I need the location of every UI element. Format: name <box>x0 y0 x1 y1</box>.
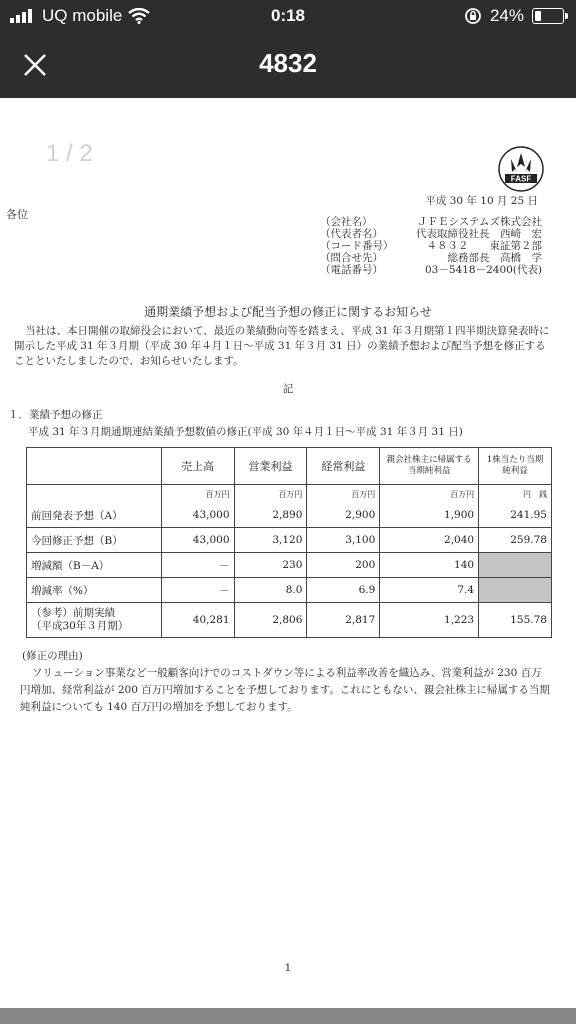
table-row: 増減額（B－A） － 230 200 140 <box>27 553 552 578</box>
table-header-cell: 営業利益 <box>234 448 307 485</box>
table-row-reference: （参考）前期実績 （平成30年３月期） 40,281 2,806 2,817 1,223 155.78 <box>27 603 552 638</box>
table-header-cell: 経常利益 <box>307 448 380 485</box>
row-label: 増減率（%） <box>27 578 162 603</box>
top-bar <box>0 0 576 98</box>
unit-cell: 百万円 <box>161 485 234 504</box>
company-info-row: （電話番号） 03－5418－2400(代表) <box>320 264 542 276</box>
row-label: （参考）前期実績 （平成30年３月期） <box>27 603 162 638</box>
document-date: 平成 30 年 10 月 25 日 <box>425 195 538 207</box>
unit-cell: 百万円 <box>307 485 380 504</box>
rotation-lock-icon <box>464 7 482 25</box>
row-label: 前回発表予想（A） <box>27 503 162 528</box>
page-indicator: 1 / 2 <box>46 140 93 167</box>
nav-title: 4832 <box>259 48 317 78</box>
battery-percent: 24% <box>489 6 524 25</box>
shaded-cell <box>479 553 552 578</box>
logo-text: FASF <box>510 174 532 184</box>
table-row: 前回発表予想（A） 43,000 2,890 2,900 1,900 241.95 <box>27 503 552 528</box>
status-right <box>464 6 564 26</box>
shaded-cell <box>479 578 552 603</box>
unit-cell: 百万円 <box>380 485 479 504</box>
company-info-row: （代表者名） 代表取締役社長 西崎 宏 <box>320 228 542 240</box>
table-row: 増減率（%） － 8.0 6.9 7.4 <box>27 578 552 603</box>
forecast-table <box>26 447 552 638</box>
table-header-cell: 親会社株主に帰属する当期純利益 <box>380 448 479 485</box>
company-info-row: （コード番号） ４８３２ 東証第２部 <box>320 240 542 252</box>
table-header-cell: 売上高 <box>161 448 234 485</box>
table-header-cell: 1株当たり当期純利益 <box>479 448 552 485</box>
status-time: 0:18 <box>270 6 306 25</box>
page-number: 1 <box>284 962 292 974</box>
table-caption: 平成 31 年３月期通期連結業績予想数値の修正(平成 30 年４月１日～平成 31 年３月 31 日) <box>28 426 463 438</box>
battery-icon <box>532 8 564 24</box>
reason-paragraph: ソリューション事業など一般顧客向けでのコストダウン等による利益率改善を織込み、営業利益が 230 百万円増加、経常利益が 200 百万円増加することを予想しております。これにともない、親会社株主に帰属する当期純利益についても 140 百万円の増加を予想しております。 <box>20 667 550 713</box>
unit-cell: 円 銭 <box>479 485 552 504</box>
ki-mark: 記 <box>282 383 294 395</box>
document-title: 通期業績予想および配当予想の修正に関するお知らせ <box>144 305 432 319</box>
table-corner-cell <box>27 448 162 485</box>
row-label: 今回修正予想（B） <box>27 528 162 553</box>
section-heading: １．業績予想の修正 <box>8 409 103 421</box>
unit-cell: 百万円 <box>234 485 307 504</box>
intro-paragraph: 当社は、本日開催の取締役会において、最近の業績動向等を踏まえ、平成 31 年３月期第１四半期決算発表時に開示した平成 31 年３月期（平成 30 年４月１日～平成 31 年３月 31 日）の業績予想および配当予想を修正することといたしましたので、お知らせいたします。 <box>14 325 550 367</box>
table-units-row <box>27 485 552 504</box>
addressee: 各位 <box>6 208 28 221</box>
row-label: 増減額（B－A） <box>27 553 162 578</box>
company-info-row: （会社名） ＪＦＥシステムズ株式会社 <box>320 216 542 228</box>
carrier-name: UQ mobile <box>42 6 123 25</box>
fasf-logo <box>496 145 546 193</box>
table-row: 今回修正予想（B） 43,000 3,120 3,100 2,040 259.78 <box>27 528 552 553</box>
company-info <box>320 216 542 276</box>
company-info-row: （問合せ先） 総務部長 高橋 学 <box>320 252 542 264</box>
bottom-bar <box>0 1008 576 1024</box>
table-header-row <box>27 448 552 485</box>
reason-heading: (修正の理由) <box>22 650 83 662</box>
